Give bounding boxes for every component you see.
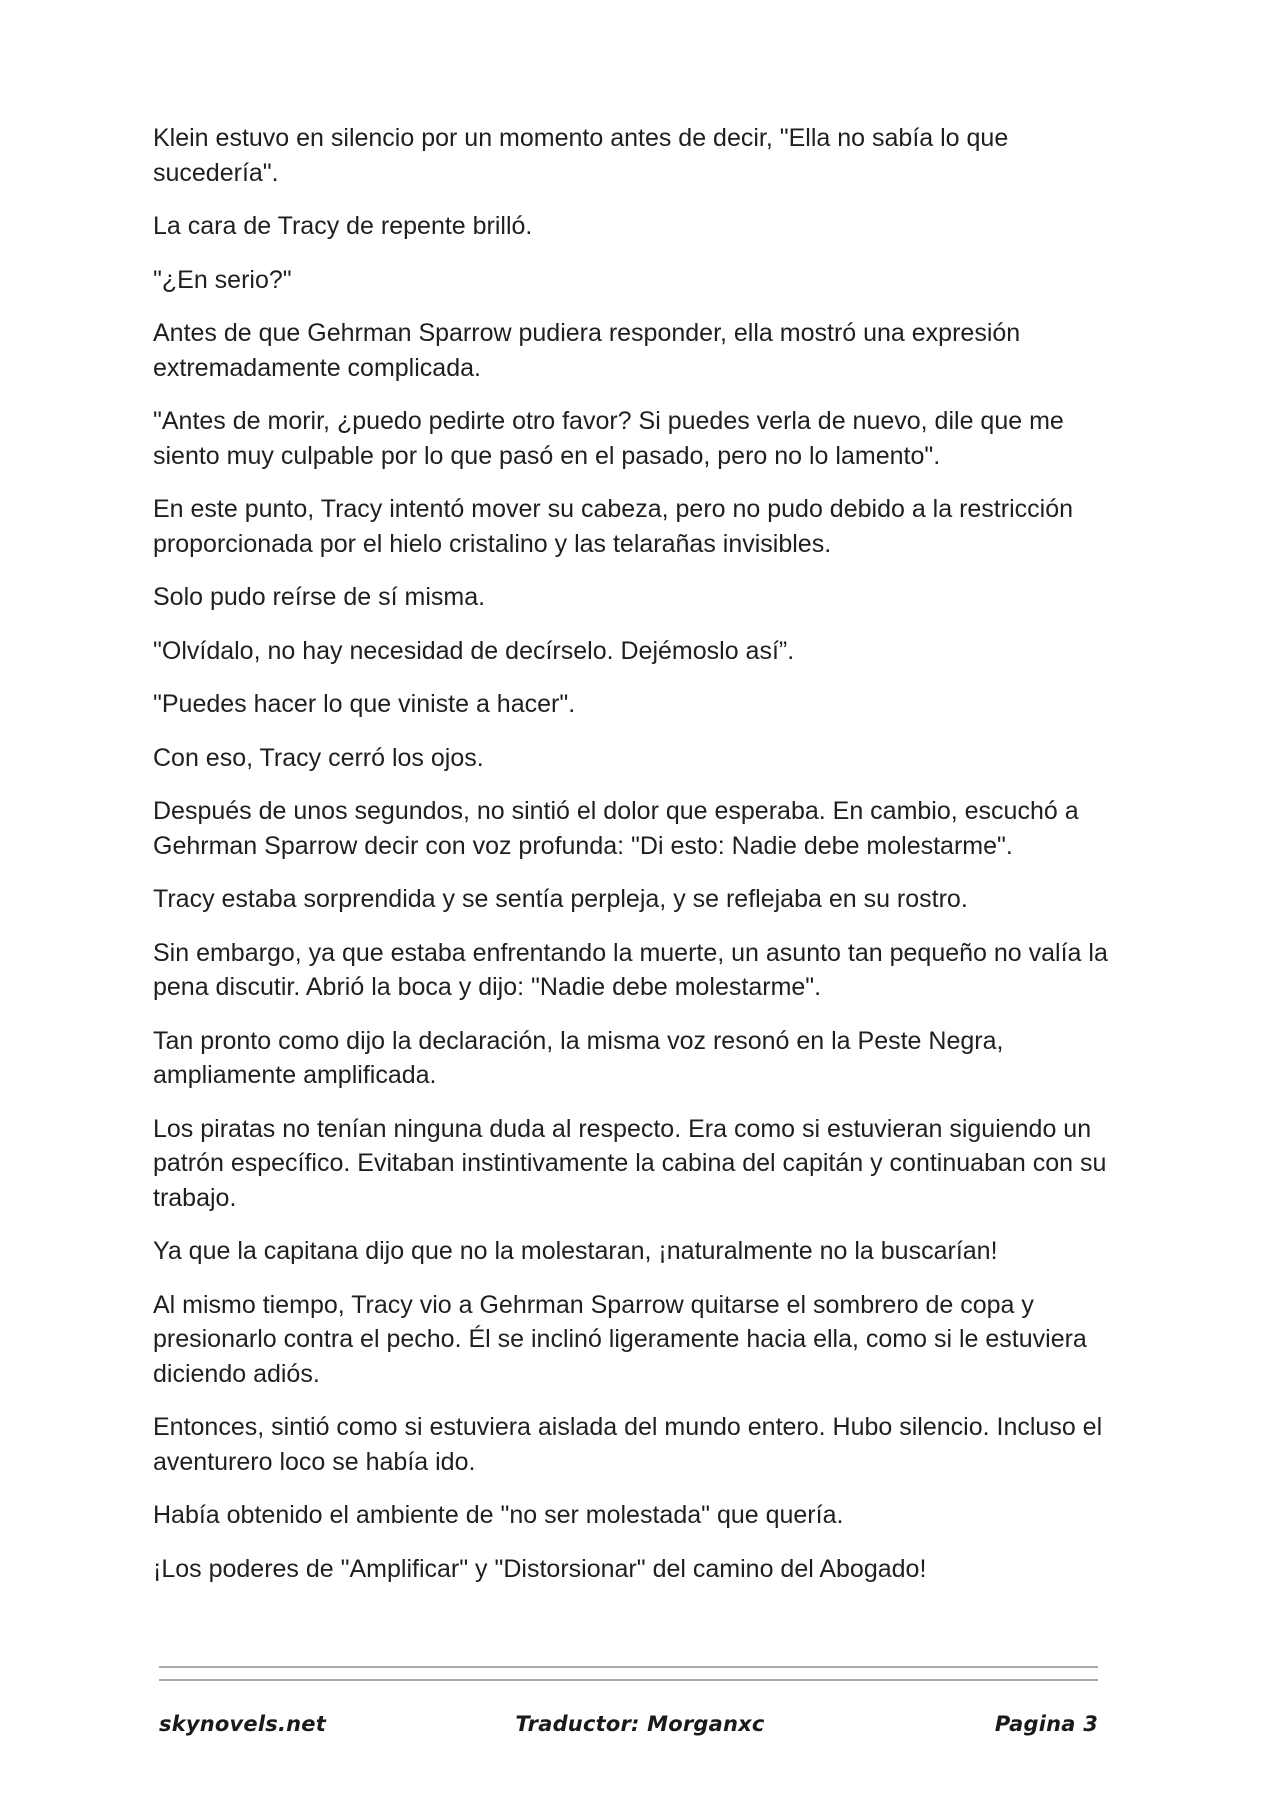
footer-page-number: Pagina 3: [994, 1712, 1098, 1736]
paragraph: La cara de Tracy de repente brilló.: [153, 212, 533, 240]
paragraph: ¡Los poderes de "Amplificar" y "Distorsionar" del camino del Abogado!: [153, 1554, 927, 1583]
paragraph: Solo pudo reírse de sí misma.: [153, 583, 486, 611]
paragraph: "Antes de morir, ¿puedo pedirte otro favor? Si puedes verla de nuevo, dile que me siento muy culpable por lo que pasó en el pasado, pero no lo lamento".: [153, 407, 1064, 470]
paragraph: "¿En serio?": [153, 265, 292, 294]
paragraph: Los piratas no tenían ninguna duda al respecto. Era como si estuvieran siguiendo un patrón específico. Evitaban instintivamente la cabina del capitán y continuaban con su trabajo.: [153, 1114, 1107, 1212]
paragraph: En este punto, Tracy intentó mover su cabeza, pero no pudo debido a la restricción proporcionada por el hielo cristalino y las telarañas invisibles.: [153, 495, 1073, 558]
paragraph: Al mismo tiempo, Tracy vio a Gehrman Sparrow quitarse el sombrero de copa y presionarlo contra el pecho. Él se inclinó ligeramente hacia ella, como si le estuviera diciendo adiós.: [153, 1290, 1087, 1388]
paragraph: Después de unos segundos, no sintió el dolor que esperaba. En cambio, escuchó a Gehrman Sparrow decir con voz profunda: "Di esto: Nadie debe molestarme".: [153, 797, 1079, 860]
footer-divider-top: [159, 1666, 1098, 1668]
paragraph: Con eso, Tracy cerró los ojos.: [153, 743, 484, 772]
paragraph: Entonces, sintió como si estuviera aislada del mundo entero. Hubo silencio. Incluso el aventurero loco se había ido.: [153, 1413, 1103, 1476]
document-body: [153, 121, 1113, 1605]
footer-translator: Traductor: Morganxc: [515, 1712, 765, 1736]
paragraph: Tracy estaba sorprendida y se sentía perpleja, y se reflejaba en su rostro.: [153, 885, 968, 913]
paragraph: "Puedes hacer lo que viniste a hacer".: [153, 690, 576, 718]
paragraph: Tan pronto como dijo la declaración, la misma voz resonó en la Peste Negra, ampliamente amplificada.: [153, 1026, 1004, 1089]
paragraph: "Olvídalo, no hay necesidad de decírselo. Dejémoslo así”.: [153, 636, 795, 665]
paragraph: Klein estuvo en silencio por un momento antes de decir, "Ella no sabía lo que sucedería".: [153, 124, 1009, 187]
paragraph: Antes de que Gehrman Sparrow pudiera responder, ella mostró una expresión extremadamente complicada.: [153, 319, 1021, 382]
paragraph: Ya que la capitana dijo que no la molestaran, ¡naturalmente no la buscarían!: [153, 1237, 998, 1265]
paragraph: Sin embargo, ya que estaba enfrentando la muerte, un asunto tan pequeño no valía la pena discutir. Abrió la boca y dijo: "Nadie debe molestarme".: [153, 938, 1108, 1001]
paragraph: Había obtenido el ambiente de "no ser molestada" que quería.: [153, 1501, 844, 1529]
footer-site-name: skynovels.net: [159, 1712, 326, 1736]
footer-divider-bottom: [159, 1679, 1098, 1681]
